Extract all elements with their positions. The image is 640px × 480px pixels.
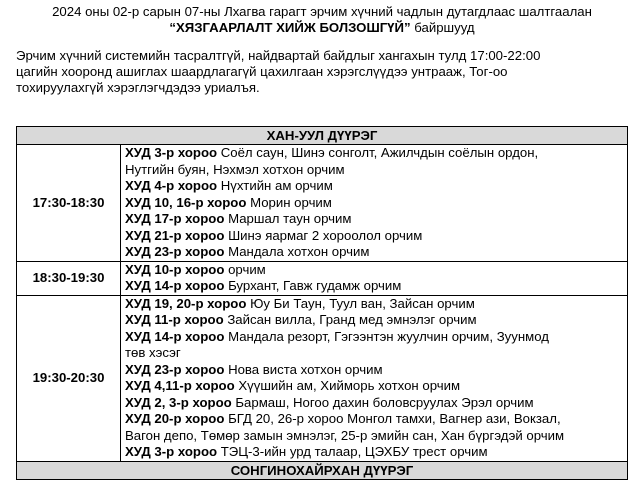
location-text: Морин орчим: [246, 194, 332, 210]
district-name: ХУД 20-р хороо: [125, 411, 225, 426]
intro-body-line: Эрчим хүчний системийн тасралтгүй, найдвартай байдлыг хангахын тулд 17:00-22:00: [16, 48, 541, 63]
intro-body-line: цагийн хооронд ашиглах шаардлагагүй цахилгаан хэрэгслүүдээ унтрааж, Тог-оо: [16, 64, 508, 79]
location-text: Маршал таун орчим: [224, 211, 352, 226]
intro-line: 2024 оны 02-р сарын 07-ны Лхагва гарагт эрчим хүчний чадлын дутагдлаас шалтгаалан: [52, 4, 592, 19]
location-text: ТЭЦ-3-ийн урд талаар, ЦЭХБУ трест орчим: [217, 444, 488, 459]
list-item: [125, 244, 623, 261]
district-name: ХУД 4-р хороо: [125, 178, 218, 193]
district-name: ХУД 10-р хороо: [125, 261, 225, 277]
schedule-table: [16, 126, 628, 480]
location-text: БГД 20, 26-р хороо Монгол тамхи, Вагнер ази, Вокзал,: [224, 411, 561, 426]
time-slot: 18:30-19:30: [17, 261, 121, 295]
intro-title: “ХЯЗГААРЛАЛТ ХИЙЖ БОЛЗОШГҮЙ”: [169, 20, 411, 35]
district-name: ХУД 3-р хороо: [125, 145, 218, 160]
district-list: [121, 261, 628, 295]
location-text: Вагон депо, Төмөр замын эмнэлэг, 25-р эмийн сан, Хан бүргэдэй орчим: [125, 427, 565, 443]
district-name: ХУД 23-р хороо: [125, 361, 225, 377]
table-row: [17, 145, 628, 262]
district-list: [121, 145, 628, 262]
location-text: Шинэ яармаг 2 хороолол орчим: [224, 227, 423, 243]
location-text: Мандала резорт, Гэгээнтэн жуулчин орчим, Зуунмод: [224, 328, 549, 344]
location-text: Нүхтийн ам орчим: [217, 178, 333, 193]
list-item: [125, 312, 623, 329]
district-name: ХУД 14-р хороо: [125, 328, 225, 344]
district-name: ХУД 2, 3-р хороо: [125, 394, 232, 410]
table-row: [17, 295, 628, 461]
location-text: Юу Би Таун, Туул ван, Зайсан орчим: [246, 295, 475, 311]
location-text: төв хэсэг: [125, 345, 181, 360]
list-item: [125, 178, 623, 195]
district-name: ХУД 11-р хороо: [125, 312, 224, 327]
location-text: Хүүшийн ам, Хийморь хотхон орчим: [234, 378, 461, 393]
list-item: [125, 195, 623, 212]
list-item: [125, 278, 623, 295]
table-row: [17, 261, 628, 295]
location-text: Бармаш, Ногоо дахин боловсруулах Эрэл орчим: [231, 394, 534, 410]
time-slot: 17:30-18:30: [17, 145, 121, 262]
location-text: Мандала хотхон орчим: [224, 244, 370, 259]
intro-title-line: [16, 20, 628, 36]
intro-body-line: тохируулахгүй хэрэглэгчдэдээ уриалъя.: [16, 80, 260, 95]
location-text: Нова виста хотхон орчим: [224, 361, 383, 377]
district-name: ХУД 3-р хороо: [125, 444, 218, 459]
location-text: орчим: [224, 261, 266, 277]
intro-block: [16, 4, 628, 96]
section-title: СОНГИНОХАЙРХАН ДҮҮРЭГ: [17, 461, 628, 479]
list-item: [125, 411, 623, 428]
list-item: [125, 395, 623, 412]
list-item: [125, 378, 623, 395]
district-name: ХУД 21-р хороо: [125, 227, 225, 243]
list-item: [125, 162, 623, 179]
intro-body: [16, 48, 628, 96]
district-name: ХУД 19, 20-р хороо: [125, 295, 247, 311]
district-name: ХУД 14-р хороо: [125, 278, 225, 293]
time-slot: 19:30-20:30: [17, 295, 121, 461]
location-text: Зайсан вилла, Гранд мед эмнэлэг орчим: [223, 312, 477, 327]
district-name: ХУД 4,11-р хороо: [125, 378, 235, 393]
list-item: [125, 362, 623, 379]
intro-title-suffix: байршууд: [410, 20, 475, 35]
location-text: Нутгийн буян, Нэхмэл хотхон орчим: [125, 161, 345, 177]
list-item: [125, 428, 623, 445]
section-header-row: [17, 127, 628, 145]
list-item: [125, 296, 623, 313]
location-text: Бурхант, Гавж гудамж орчим: [224, 278, 402, 293]
list-item: [125, 145, 623, 162]
section-header-row: [17, 461, 628, 479]
list-item: [125, 211, 623, 228]
list-item: [125, 329, 623, 346]
list-item: [125, 262, 623, 279]
list-item: [125, 444, 623, 461]
district-list: [121, 295, 628, 461]
location-text: Соёл саун, Шинэ сонголт, Ажилчдын соёлын ордон,: [217, 145, 539, 160]
section-title: ХАН-УУЛ ДҮҮРЭГ: [17, 127, 628, 145]
list-item: [125, 345, 623, 362]
district-name: ХУД 23-р хороо: [125, 244, 225, 259]
district-name: ХУД 10, 16-р хороо: [125, 194, 247, 210]
list-item: [125, 228, 623, 245]
district-name: ХУД 17-р хороо: [125, 211, 225, 226]
